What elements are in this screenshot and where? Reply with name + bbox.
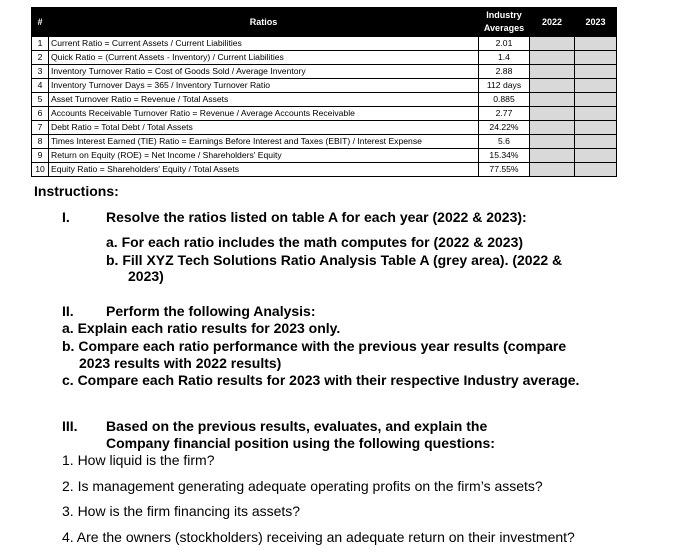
industry-average: 2.77 [479,107,530,121]
ratio-formula: Inventory Turnover Ratio = Cost of Goods Sold / Average Inventory [49,65,479,79]
header-hash: # [32,8,49,37]
section-1-numeral: I. [62,209,70,225]
industry-average: 15.34% [479,149,530,163]
row-number: 3 [32,65,49,79]
section-1-item-b-line1: b. Fill XYZ Tech Solutions Ratio Analysis Table A (grey area). (2022 & [106,252,563,268]
row-number: 10 [32,163,49,177]
ratio-formula: Return on Equity (ROE) = Net Income / Shareholders' Equity [49,149,479,163]
header-industry-line1: Industry [486,10,522,20]
header-industry-line2: Averages [483,23,525,33]
industry-average: 2.01 [479,37,530,51]
header-ratios: Ratios [49,8,479,37]
ratio-formula: Debt Ratio = Total Debt / Total Assets [49,121,479,135]
section-2-item-b-line2: 2023 results with 2022 results) [79,355,282,371]
ratio-formula: Times Interest Earned (TIE) Ratio = Earnings Before Interest and Taxes (EBIT) / Interest Expense [49,135,479,149]
section-3-text-line1: Based on the previous results, evaluates, and explain the [106,418,488,434]
ratio-formula: Inventory Turnover Days = 365 / Inventory Turnover Ratio [49,79,479,93]
ratio-formula: Equity Ratio = Shareholders' Equity / Total Assets [49,163,479,177]
section-3-text-line2: Company financial position using the following questions: [106,435,495,451]
industry-average: 24.22% [479,121,530,135]
industry-average: 77.55% [479,163,530,177]
row-number: 5 [32,93,49,107]
section-1-text: Resolve the ratios listed on table A for each year (2022 & 2023): [106,209,527,225]
row-number: 1 [32,37,49,51]
industry-average: 2.88 [479,65,530,79]
section-2-item-a: a. Explain each ratio results for 2023 only. [62,320,341,336]
header-2022: 2022 [530,8,575,37]
question-2: 2. Is management generating adequate operating profits on the firm’s assets? [62,478,543,494]
industry-average: 1.4 [479,51,530,65]
section-1-item-b-line2: 2023) [128,268,164,284]
industry-average: 112 days [479,79,530,93]
ratio-formula: Accounts Receivable Turnover Ratio = Revenue / Average Accounts Receivable [49,107,479,121]
ratio-formula: Current Ratio = Current Assets / Current Liabilities [49,37,479,51]
ratio-formula: Asset Turnover Ratio = Revenue / Total Assets [49,93,479,107]
row-number: 4 [32,79,49,93]
section-1-item-a: a. For each ratio includes the math computes for (2022 & 2023) [106,234,524,250]
question-3: 3. How is the firm financing its assets? [62,503,301,519]
industry-average: 5.6 [479,135,530,149]
section-2-item-b-line1: b. Compare each ratio performance with the previous year results (compare [62,338,567,354]
section-2-numeral: II. [62,303,74,319]
row-number: 7 [32,121,49,135]
ratio-formula: Quick Ratio = (Current Assets - Inventory) / Current Liabilities [49,51,479,65]
header-2023: 2023 [575,8,617,37]
question-1: 1. How liquid is the firm? [62,452,215,468]
instructions-title: Instructions: [34,183,119,199]
question-4: 4. Are the owners (stockholders) receiving an adequate return on their investment? [62,529,575,545]
section-2-item-c: c. Compare each Ratio results for 2023 with their respective Industry average. [62,372,580,388]
section-2-text: Perform the following Analysis: [106,303,316,319]
section-3-numeral: III. [62,418,78,434]
row-number: 2 [32,51,49,65]
row-number: 6 [32,107,49,121]
row-number: 9 [32,149,49,163]
industry-average: 0.885 [479,93,530,107]
row-number: 8 [32,135,49,149]
